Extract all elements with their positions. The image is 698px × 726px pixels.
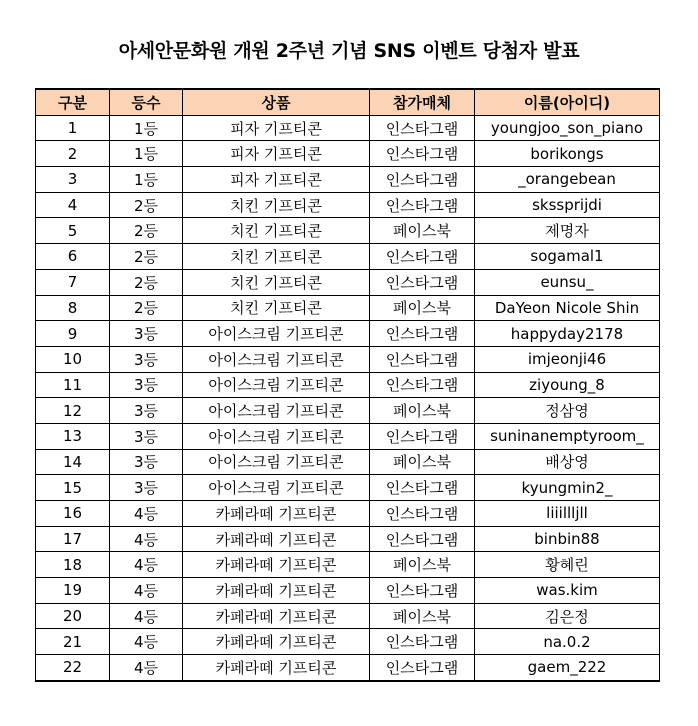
cell-prize: 카페라떼 기프티콘 [183,578,370,604]
cell-no: 11 [36,372,110,398]
cell-prize: 아이스크림 기프티콘 [183,346,370,372]
cell-prize: 카페라떼 기프티콘 [183,655,370,681]
cell-rank: 4등 [110,603,183,629]
cell-name: youngjoo_son_piano [475,115,660,141]
table-row [36,115,660,141]
table-row [36,578,660,604]
cell-media: 페이스북 [370,295,475,321]
cell-media: 인스타그램 [370,501,475,527]
cell-no: 2 [36,141,110,167]
table-row [36,244,660,270]
table-row [36,475,660,501]
table-row [36,423,660,449]
cell-prize: 아이스크림 기프티콘 [183,372,370,398]
table-row [36,603,660,629]
cell-no: 21 [36,629,110,655]
cell-name: 황혜린 [475,552,660,578]
table-row [36,552,660,578]
cell-media: 인스타그램 [370,346,475,372]
table-row [36,501,660,527]
cell-no: 1 [36,115,110,141]
cell-prize: 치킨 기프티콘 [183,218,370,244]
cell-media: 인스타그램 [370,244,475,270]
cell-name: binbin88 [475,526,660,552]
column-header-rank: 등수 [110,89,183,115]
cell-media: 인스타그램 [370,578,475,604]
cell-rank: 1등 [110,115,183,141]
table-row [36,295,660,321]
cell-prize: 치킨 기프티콘 [183,295,370,321]
cell-name: borikongs [475,141,660,167]
cell-rank: 4등 [110,629,183,655]
table-row [36,192,660,218]
cell-media: 인스타그램 [370,167,475,193]
cell-media: 페이스북 [370,552,475,578]
column-header-no: 구분 [36,89,110,115]
cell-rank: 4등 [110,552,183,578]
cell-rank: 4등 [110,501,183,527]
table-row [36,218,660,244]
table-row [36,449,660,475]
cell-no: 8 [36,295,110,321]
cell-name: 배상영 [475,449,660,475]
cell-media: 페이스북 [370,398,475,424]
cell-rank: 4등 [110,526,183,552]
cell-name: DaYeon Nicole Shin [475,295,660,321]
cell-no: 6 [36,244,110,270]
cell-name: 김은정 [475,603,660,629]
cell-prize: 카페라떼 기프티콘 [183,501,370,527]
cell-no: 17 [36,526,110,552]
cell-prize: 카페라떼 기프티콘 [183,603,370,629]
cell-name: _orangebean [475,167,660,193]
cell-name: 제명자 [475,218,660,244]
cell-no: 19 [36,578,110,604]
cell-name: gaem_222 [475,655,660,681]
cell-media: 인스타그램 [370,115,475,141]
cell-prize: 피자 기프티콘 [183,167,370,193]
table-body [36,115,660,681]
cell-media: 인스타그램 [370,629,475,655]
cell-rank: 1등 [110,167,183,193]
cell-prize: 피자 기프티콘 [183,141,370,167]
table-row [36,321,660,347]
cell-rank: 4등 [110,578,183,604]
table-row [36,269,660,295]
cell-name: 정삼영 [475,398,660,424]
page-title: 아세안문화원 개원 2주년 기념 SNS 이벤트 당첨자 발표 [118,40,580,62]
cell-rank: 3등 [110,423,183,449]
cell-media: 페이스북 [370,218,475,244]
cell-rank: 3등 [110,398,183,424]
cell-rank: 2등 [110,218,183,244]
cell-prize: 아이스크림 기프티콘 [183,475,370,501]
cell-name: imjeonji46 [475,346,660,372]
cell-prize: 피자 기프티콘 [183,115,370,141]
cell-prize: 아이스크림 기프티콘 [183,321,370,347]
cell-no: 4 [36,192,110,218]
cell-prize: 아이스크림 기프티콘 [183,423,370,449]
cell-prize: 치킨 기프티콘 [183,269,370,295]
cell-media: 인스타그램 [370,321,475,347]
table-row [36,141,660,167]
cell-rank: 4등 [110,655,183,681]
cell-name: eunsu_ [475,269,660,295]
cell-prize: 카페라떼 기프티콘 [183,629,370,655]
cell-rank: 2등 [110,295,183,321]
table-row [36,346,660,372]
cell-rank: 3등 [110,475,183,501]
cell-rank: 2등 [110,192,183,218]
cell-no: 10 [36,346,110,372]
cell-no: 22 [36,655,110,681]
cell-media: 인스타그램 [370,423,475,449]
cell-media: 페이스북 [370,449,475,475]
cell-rank: 3등 [110,449,183,475]
cell-media: 인스타그램 [370,269,475,295]
cell-name: sogamal1 [475,244,660,270]
cell-no: 13 [36,423,110,449]
table-row [36,526,660,552]
column-header-media: 참가매체 [370,89,475,115]
cell-no: 15 [36,475,110,501]
cell-name: suninanemptyroom_ [475,423,660,449]
cell-rank: 1등 [110,141,183,167]
cell-prize: 카페라떼 기프티콘 [183,526,370,552]
cell-name: ziyoung_8 [475,372,660,398]
table-header-row [36,89,660,115]
cell-prize: 아이스크림 기프티콘 [183,449,370,475]
cell-prize: 아이스크림 기프티콘 [183,398,370,424]
cell-no: 14 [36,449,110,475]
table-row [36,629,660,655]
cell-prize: 치킨 기프티콘 [183,192,370,218]
cell-no: 7 [36,269,110,295]
cell-name: happyday2178 [475,321,660,347]
cell-rank: 3등 [110,321,183,347]
cell-no: 5 [36,218,110,244]
column-header-prize: 상품 [183,89,370,115]
cell-no: 12 [36,398,110,424]
cell-prize: 치킨 기프티콘 [183,244,370,270]
cell-name: sksspriјdi [475,192,660,218]
cell-name: liiillljll [475,501,660,527]
table-row [36,372,660,398]
cell-rank: 2등 [110,269,183,295]
cell-name: na.0.2 [475,629,660,655]
cell-no: 9 [36,321,110,347]
cell-media: 인스타그램 [370,655,475,681]
cell-name: kyungmin2_ [475,475,660,501]
cell-media: 인스타그램 [370,192,475,218]
cell-name: was.kim [475,578,660,604]
cell-no: 20 [36,603,110,629]
cell-media: 페이스북 [370,603,475,629]
cell-no: 3 [36,167,110,193]
cell-no: 16 [36,501,110,527]
cell-media: 인스타그램 [370,526,475,552]
cell-prize: 카페라떼 기프티콘 [183,552,370,578]
table-row [36,167,660,193]
cell-media: 인스타그램 [370,141,475,167]
column-header-name: 이름(아이디) [475,89,660,115]
cell-no: 18 [36,552,110,578]
winners-table [35,88,660,682]
table-row [36,398,660,424]
cell-rank: 3등 [110,372,183,398]
cell-media: 인스타그램 [370,372,475,398]
table-row [36,655,660,681]
cell-media: 인스타그램 [370,475,475,501]
cell-rank: 2등 [110,244,183,270]
cell-rank: 3등 [110,346,183,372]
